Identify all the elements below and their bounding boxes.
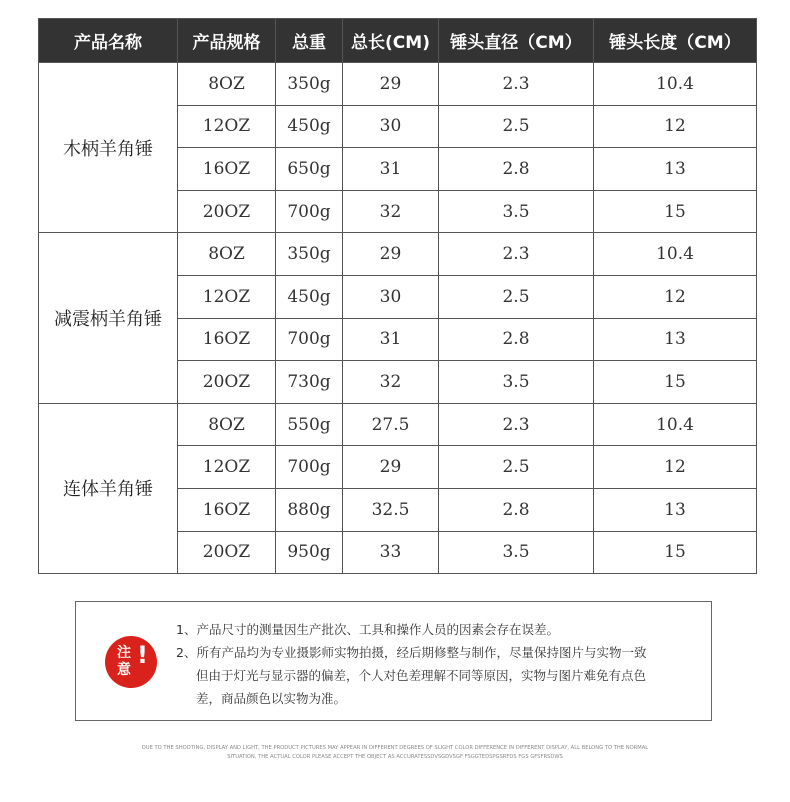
head-length-cell: 12	[594, 446, 757, 489]
weight-cell: 650g	[276, 148, 343, 191]
spec-cell: 8OZ	[178, 233, 276, 276]
diameter-cell: 3.5	[439, 361, 594, 404]
length-cell: 29	[343, 63, 439, 106]
weight-cell: 950g	[276, 531, 343, 574]
head-length-cell: 12	[594, 275, 757, 318]
diameter-cell: 3.5	[439, 190, 594, 233]
diameter-cell: 2.8	[439, 488, 594, 531]
diameter-cell: 2.3	[439, 63, 594, 106]
weight-cell: 700g	[276, 190, 343, 233]
head-length-cell: 15	[594, 531, 757, 574]
diameter-cell: 2.5	[439, 105, 594, 148]
header-spec: 产品规格	[178, 19, 276, 63]
diameter-cell: 2.8	[439, 148, 594, 191]
head-length-cell: 10.4	[594, 403, 757, 446]
diameter-cell: 2.3	[439, 403, 594, 446]
head-length-cell: 13	[594, 488, 757, 531]
head-length-cell: 10.4	[594, 63, 757, 106]
group-name-cell: 连体羊角锤	[39, 403, 178, 573]
footer-disclaimer	[120, 744, 670, 762]
header-weight: 总重	[276, 19, 343, 63]
badge-text-1: 注	[117, 645, 131, 661]
footer-line-1: DUE TO THE SHOOTING, DISPLAY AND LIGHT, THE PRODUCT PICTURES MAY APPEAR IN DIFFERENT DEGREES OF SLIGHT COLOR DIFFERENCE IN DIFFERENT DISPLAY, ALL BELONG TO THE NORMAL	[141, 745, 649, 751]
head-length-cell: 15	[594, 361, 757, 404]
diameter-cell: 2.5	[439, 275, 594, 318]
spec-cell: 20OZ	[178, 190, 276, 233]
spec-cell: 16OZ	[178, 148, 276, 191]
note-1: 1、产品尺寸的测量因生产批次、工具和操作人员的因素会存在误差。	[176, 622, 559, 637]
spec-cell: 12OZ	[178, 275, 276, 318]
weight-cell: 730g	[276, 361, 343, 404]
length-cell: 27.5	[343, 403, 439, 446]
length-cell: 32	[343, 361, 439, 404]
length-cell: 29	[343, 233, 439, 276]
head-length-cell: 15	[594, 190, 757, 233]
header-product-name: 产品名称	[39, 19, 178, 63]
spec-cell: 12OZ	[178, 105, 276, 148]
table-row	[39, 233, 757, 276]
note-2-line-3: 差，商品颜色以实物为准。	[196, 691, 347, 706]
header-head-length: 锤头长度（CM）	[594, 19, 757, 63]
header-head-diameter: 锤头直径（CM）	[439, 19, 594, 63]
length-cell: 31	[343, 148, 439, 191]
length-cell: 32.5	[343, 488, 439, 531]
weight-cell: 450g	[276, 275, 343, 318]
spec-cell: 16OZ	[178, 488, 276, 531]
notice-text	[176, 618, 696, 710]
length-cell: 30	[343, 105, 439, 148]
weight-cell: 700g	[276, 446, 343, 489]
table-row	[39, 63, 757, 106]
group-name-cell: 减震柄羊角锤	[39, 233, 178, 403]
header-length: 总长(CM)	[343, 19, 439, 63]
weight-cell: 880g	[276, 488, 343, 531]
head-length-cell: 10.4	[594, 233, 757, 276]
notice-badge-icon	[105, 636, 157, 688]
diameter-cell: 2.8	[439, 318, 594, 361]
badge-text-2: 意	[117, 662, 131, 678]
diameter-cell: 2.3	[439, 233, 594, 276]
table-header	[39, 19, 757, 63]
weight-cell: 350g	[276, 63, 343, 106]
weight-cell: 550g	[276, 403, 343, 446]
spec-cell: 12OZ	[178, 446, 276, 489]
spec-cell: 8OZ	[178, 63, 276, 106]
length-cell: 29	[343, 446, 439, 489]
diameter-cell: 2.5	[439, 446, 594, 489]
note-2-line-1: 2、所有产品均为专业摄影师实物拍摄，经后期修整与制作，尽量保持图片与实物一致	[176, 645, 647, 660]
length-cell: 30	[343, 275, 439, 318]
spec-cell: 8OZ	[178, 403, 276, 446]
exclamation-icon: !	[137, 641, 148, 669]
spec-cell: 16OZ	[178, 318, 276, 361]
diameter-cell: 3.5	[439, 531, 594, 574]
head-length-cell: 13	[594, 148, 757, 191]
table-row	[39, 403, 757, 446]
group-name-cell: 木柄羊角锤	[39, 63, 178, 233]
head-length-cell: 13	[594, 318, 757, 361]
length-cell: 31	[343, 318, 439, 361]
length-cell: 33	[343, 531, 439, 574]
weight-cell: 700g	[276, 318, 343, 361]
spec-cell: 20OZ	[178, 531, 276, 574]
spec-table	[38, 18, 757, 574]
footer-line-2: SITUATION, THE ACTUAL COLOR PLEASE ACCEPT THE OBJECT AS ACCURATESSDVSGDVSGF FSGGTEDSPGSRFDS FGS GFSFRSDWS	[227, 754, 563, 760]
notice-box	[75, 601, 712, 721]
table-body	[39, 63, 757, 574]
spec-cell: 20OZ	[178, 361, 276, 404]
length-cell: 32	[343, 190, 439, 233]
weight-cell: 350g	[276, 233, 343, 276]
note-2-line-2: 但由于灯光与显示器的偏差，个人对色差理解不同等原因，实物与图片难免有点色	[196, 668, 647, 683]
weight-cell: 450g	[276, 105, 343, 148]
head-length-cell: 12	[594, 105, 757, 148]
